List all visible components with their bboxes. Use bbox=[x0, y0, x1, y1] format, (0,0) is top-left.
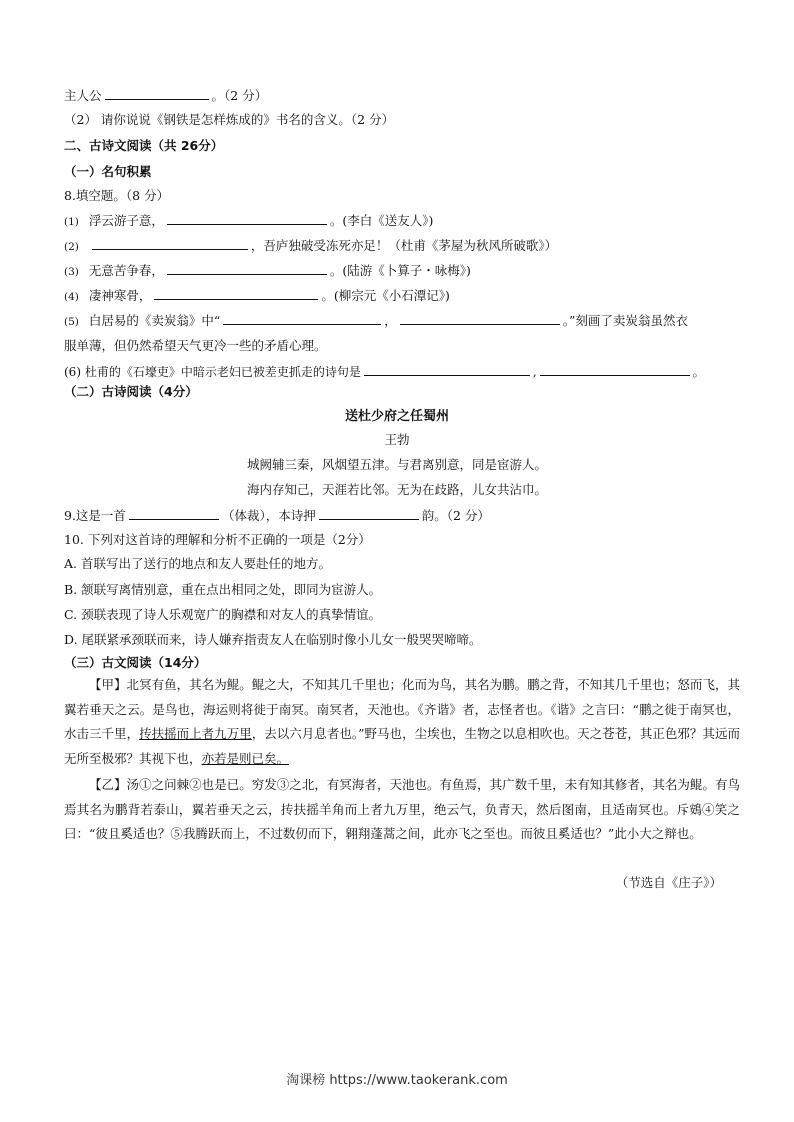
option-b[interactable]: B. 颔联写离情别意，重在点出相同之处，即同为宦游人。 bbox=[64, 582, 382, 597]
question-8: 8.填空题。（8 分） bbox=[64, 188, 170, 203]
option-d[interactable]: D. 尾联紧承颈联而来，诗人嫌弃指责友人在临别时像小儿女一般哭哭啼啼。 bbox=[64, 632, 482, 647]
poem-line: 海内存知己，天涯若比邻。无为在歧路，儿女共沾巾。 bbox=[246, 482, 547, 497]
subsection-heading: （三）古文阅读（14分） bbox=[64, 655, 207, 670]
answer-blank[interactable] bbox=[364, 361, 530, 376]
footer-watermark: 淘课榜 https://www.taokerank.com bbox=[286, 1073, 508, 1088]
fill-item-4: (4) 凄神寒骨， 。(柳宗元《小石潭记》) bbox=[64, 285, 450, 307]
passage-jia: 【甲】北冥有鱼，其名为鲲。鲲之大，不知其几千里也；化而为鸟，其名为鹏。鹏之背，不知其几千里也；怒而飞，其翼若垂天之云。是鸟也，海运则将徙于南冥。南冥者，天池也。《齐谐》者，志怪者也。《谐》之言曰：“鹏之徙于南冥也，水击三千里，抟扶摇而上者九万里，去以六月息者也。”野马也，尘埃也，生物之以息相吹也。天之苍苍，其正色邪？其远而无所至极邪？其视下也，亦若是则已矣。 bbox=[64, 677, 740, 766]
subsection-heading: （一）名句积累 bbox=[64, 164, 152, 179]
question-9: 9.这是一首 （体裁），本诗押 韵。（2 分） bbox=[64, 505, 490, 526]
option-a[interactable]: A. 首联写出了送行的地点和友人要赴任的地方。 bbox=[64, 556, 331, 571]
protagonist-line: 主人公 。（2 分） bbox=[64, 85, 267, 106]
answer-blank[interactable] bbox=[400, 310, 560, 325]
subsection-heading: （二）古诗阅读（4分） bbox=[64, 384, 198, 399]
fill-item-1: (1) 浮云游子意， 。(李白《送友人》) bbox=[64, 210, 433, 232]
fill-item-3: (3) 无意苦争春， 。(陆游《卜算子・咏梅》) bbox=[64, 260, 471, 282]
answer-blank[interactable] bbox=[129, 505, 219, 520]
passage-yi: 【乙】汤①之问棘②也是已。穷发③之北，有冥海者，天池也。有鱼焉，其广数千里，未有知其修者，其名为鲲。有鸟焉其名为鹏背若泰山，翼若垂天之云，抟扶摇羊角而上者九万里，绝云气，负青天，然后图南，且适南冥也。斥鴳④笑之曰：“彼且奚适也？⑤我腾跃而上，不过数仞而下，翱翔蓬蒿之间，此亦飞之至也。而彼且奚适也？”此小大之辩也。 bbox=[64, 777, 740, 841]
answer-blank[interactable] bbox=[167, 210, 327, 225]
source-note: （节选自《庄子》） bbox=[615, 875, 722, 890]
fill-item-6: (6) 杜甫的《石壕吏》中暗示老妇已被差吏抓走的诗句是 , 。 bbox=[64, 361, 705, 382]
answer-blank[interactable] bbox=[540, 361, 690, 376]
answer-blank[interactable] bbox=[167, 260, 327, 275]
fill-item-5-continued: 服单薄，但仍然希望天气更冷一些的矛盾心理。 bbox=[64, 338, 327, 353]
answer-blank[interactable] bbox=[105, 85, 209, 100]
question-book-title: （2） 请你说说《钢铁是怎样炼成的》书名的含义。（2 分） bbox=[64, 112, 395, 127]
poem-line: 城阙辅三秦，风烟望五津。与君离别意，同是宦游人。 bbox=[246, 457, 547, 472]
option-c[interactable]: C. 颈联表现了诗人乐观宽广的胸襟和对友人的真挚情谊。 bbox=[64, 607, 382, 622]
answer-blank[interactable] bbox=[92, 235, 248, 250]
fill-item-5: (5) 白居易的《卖炭翁》中“ ， 。”刻画了卖炭翁虽然衣 bbox=[64, 310, 688, 332]
poem-author: 王勃 bbox=[384, 432, 410, 447]
poem-title: 送杜少府之任蜀州 bbox=[344, 409, 449, 424]
underlined-sentence: 抟扶摇而上者九万里 bbox=[139, 726, 252, 741]
fill-item-2: (2) ，吾庐独破受冻死亦足！（杜甫《茅屋为秋风所破歌》） bbox=[64, 235, 557, 257]
question-10: 10. 下列对这首诗的理解和分析不正确的一项是（2分） bbox=[64, 532, 371, 547]
underlined-sentence: 亦若是则已矣。 bbox=[201, 750, 290, 766]
answer-blank[interactable] bbox=[223, 310, 381, 325]
answer-blank[interactable] bbox=[154, 285, 318, 300]
answer-blank[interactable] bbox=[319, 505, 419, 520]
section-heading: 二、古诗文阅读（共 26分） bbox=[64, 138, 224, 153]
